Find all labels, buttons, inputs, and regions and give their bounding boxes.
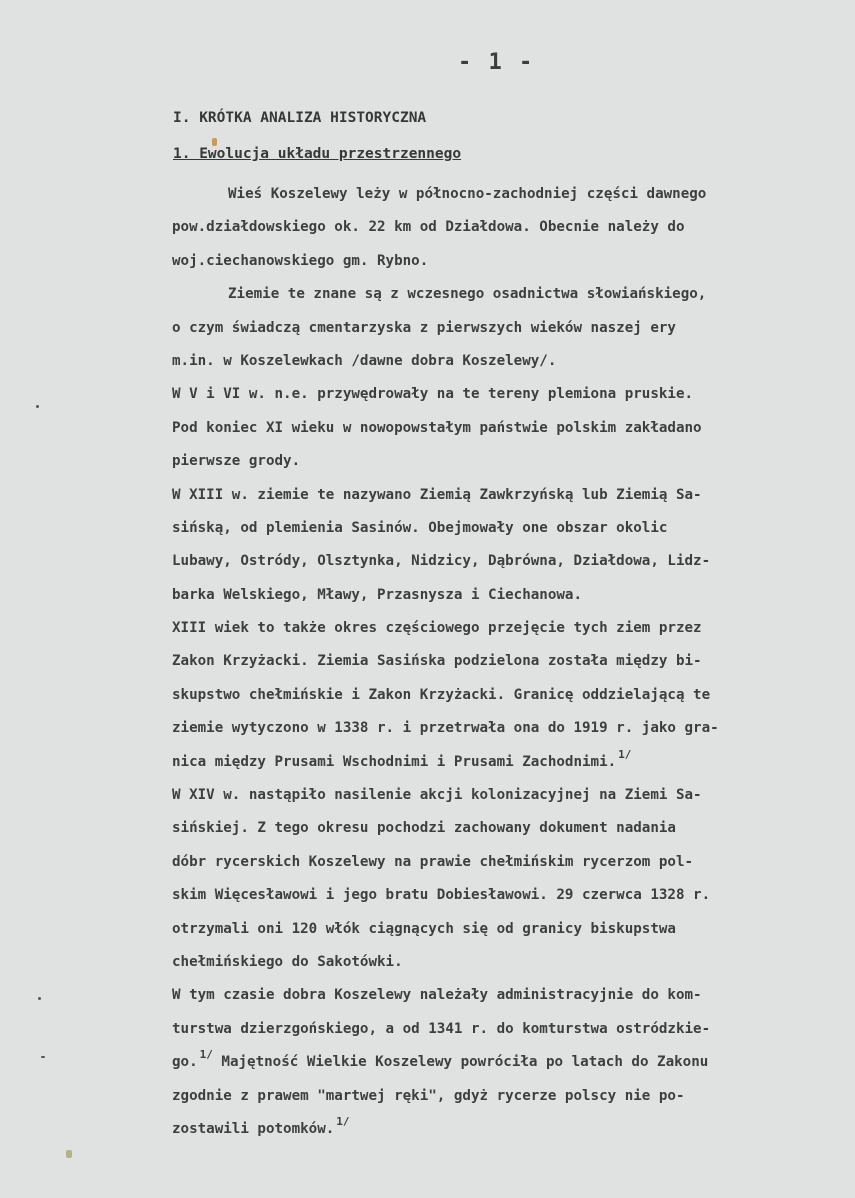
- text-line: Pod koniec XI wieku w nowopowstałym państwie polskim zakładano: [172, 419, 702, 436]
- body-text: [172, 178, 848, 1146]
- text-line: Lubawy, Ostródy, Olsztynka, Nidzicy, Dąbrówna, Działdowa, Lidz-: [172, 553, 711, 570]
- text-line: Zakon Krzyżacki. Ziemia Sasińska podzielona została między bi-: [172, 653, 702, 670]
- text-line: pierwsze grody.: [172, 453, 301, 470]
- text-line: skim Więcesławowi i jego bratu Dobiesławowi. 29 czerwca 1328 r.: [172, 887, 711, 904]
- line-text: nica między Prusami Wschodnimi i Prusami Zachodnimi.: [172, 753, 617, 770]
- footnote-marker: 1/: [199, 1048, 213, 1062]
- paper-stain: [66, 1150, 72, 1158]
- margin-speck: [41, 1056, 45, 1058]
- ink-stain: [212, 138, 217, 146]
- page-number: - 1 -: [458, 50, 535, 75]
- text-line: chełmińskiego do Sakotówki.: [172, 953, 403, 970]
- text-line: W tym czasie dobra Koszelewy należały administracyjnie do kom-: [172, 987, 702, 1004]
- text-line: XIII wiek to także okres częściowego przejęcie tych ziem przez: [172, 620, 702, 637]
- text-line: sińską, od plemienia Sasinów. Obejmowały one obszar okolic: [172, 519, 668, 536]
- text-line: W XIV w. nastąpiło nasilenie akcji kolonizacyjnej na Ziemi Sa-: [172, 787, 702, 804]
- text-line: Wieś Koszelewy leży w północno-zachodniej części dawnego: [228, 186, 707, 202]
- text-line: skupstwo chełmińskie i Zakon Krzyżacki. Granicę oddzielającą te: [172, 686, 711, 703]
- text-line: otrzymali oni 120 włók ciągnących się od granicy biskupstwa: [172, 920, 676, 937]
- text-line: zgodnie z prawem "martwej ręki", gdyż rycerze polscy nie po-: [172, 1087, 685, 1104]
- margin-speck: [36, 405, 39, 408]
- footnote-marker: 1/: [336, 1114, 350, 1128]
- text-line: [172, 1046, 848, 1079]
- text-line: o czym świadczą cmentarzyska z pierwszych wieków naszej ery: [172, 319, 676, 336]
- text-line: woj.ciechanowskiego gm. Rybno.: [172, 252, 429, 269]
- footnote-marker: 1/: [618, 747, 632, 761]
- section-heading: I. KRÓTKA ANALIZA HISTORYCZNA: [173, 110, 427, 126]
- text-line: sińskiej. Z tego okresu pochodzi zachowany dokument nadania: [172, 820, 676, 837]
- text-line: Ziemie te znane są z wczesnego osadnictwa słowiańskiego,: [228, 286, 707, 303]
- line-text: go.: [172, 1054, 198, 1071]
- subsection-heading: 1. Ewolucja układu przestrzennego: [173, 146, 462, 162]
- text-line: m.in. w Koszelewkach /dawne dobra Koszelewy/.: [172, 352, 557, 369]
- line-text: Majętność Wielkie Koszelewy powróciła po latach do Zakonu: [221, 1054, 709, 1071]
- text-line: dóbr rycerskich Koszelewy na prawie chełmińskim rycerzom pol-: [172, 853, 694, 870]
- text-line: W V i VI w. n.e. przywędrowały na te tereny plemiona pruskie.: [172, 386, 694, 403]
- text-line: [172, 1113, 848, 1146]
- line-text: zostawili potomków.: [172, 1120, 335, 1137]
- text-line: W XIII w. ziemie te nazywano Ziemią Zawkrzyńską lub Ziemią Sa-: [172, 486, 702, 503]
- text-line: pow.działdowskiego ok. 22 km od Działdowa. Obecnie należy do: [172, 219, 685, 236]
- text-line: turstwa dzierzgońskiego, a od 1341 r. do komturstwa ostródzkie-: [172, 1020, 711, 1037]
- text-line: ziemie wytyczono w 1338 r. i przetrwała ona do 1919 r. jako gra-: [172, 720, 719, 737]
- text-line: barka Welskiego, Mławy, Przasnysza i Ciechanowa.: [172, 586, 582, 603]
- text-line: [172, 746, 848, 779]
- margin-speck: [38, 997, 41, 1000]
